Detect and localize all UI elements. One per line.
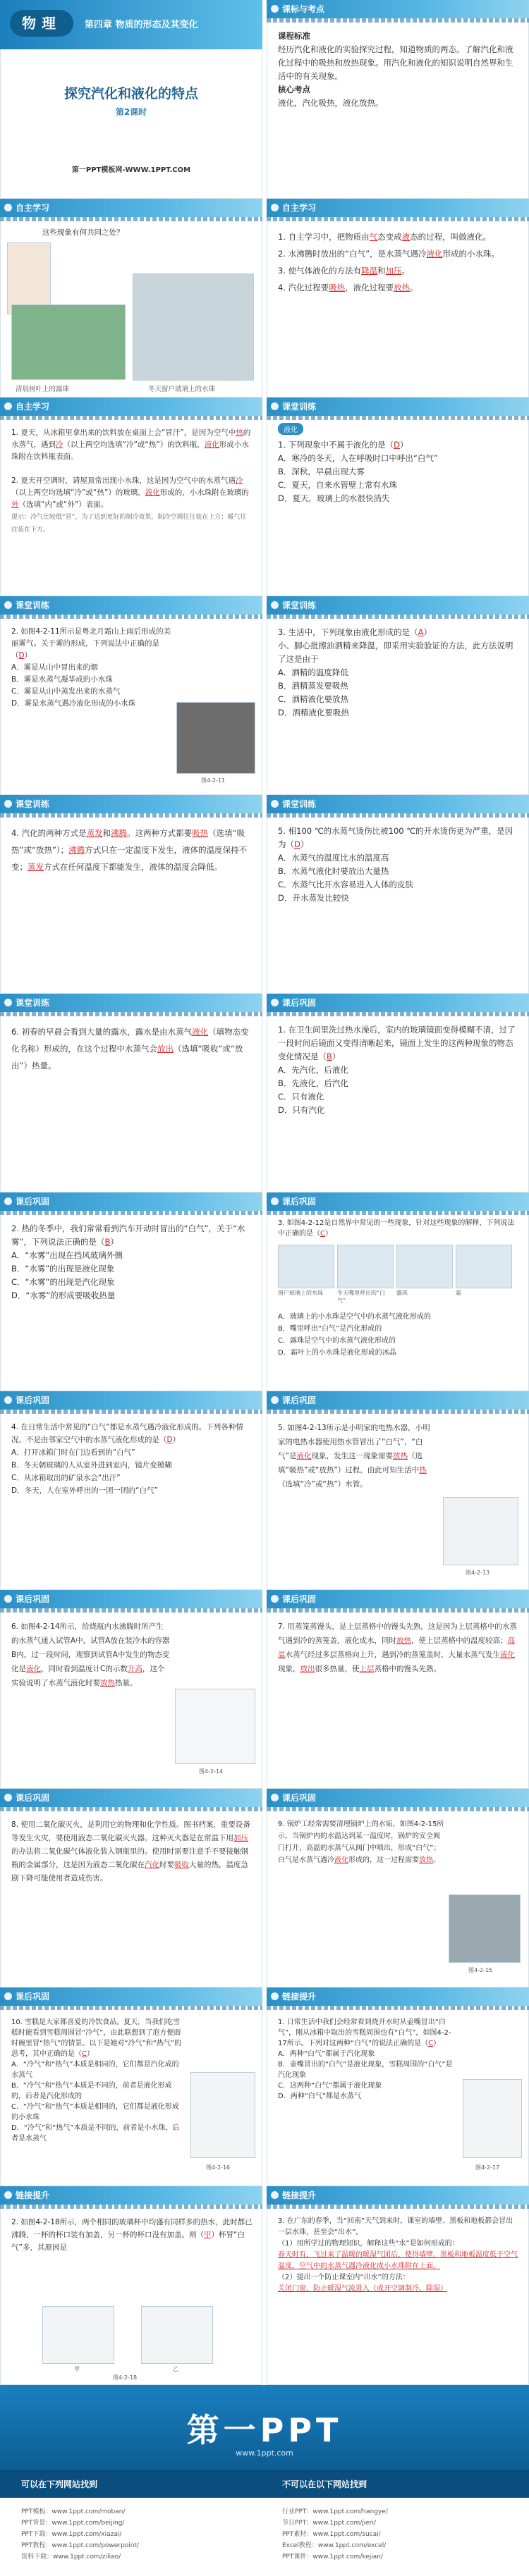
slide-self-study-questions[interactable] [267,199,529,398]
link-item[interactable]: PPT下载：www.1ppt.com/xiazai/ [21,2531,122,2538]
option: D．酒精液化要吸热 [278,708,349,717]
points-body: 液化，汽化吸热，液化放热。 [278,98,384,108]
slide-review-4[interactable] [0,1391,262,1590]
answer: C [82,2050,87,2058]
answer: 液化 [26,1665,41,1673]
option: C．“水雾”的出现是汽化现象 [11,1277,115,1287]
figure-label: 图4-2-17 [475,2164,500,2171]
figure-label: 图4-2-18 [113,2374,138,2381]
answer: 汽化 [145,1861,159,1869]
answer: 气 [369,232,378,242]
answer: 甲 [204,2231,212,2239]
option: C．露珠是空气中的水蒸气液化形成的 [278,1337,396,1345]
leaf-dew-image [11,304,126,380]
section-icon [4,402,12,410]
question-text: 1. 夏天，从冰箱里拿出来的饮料放在桌面上会“冒汗”，是因为空气中热的水蒸气，遇到冷（以上两空均选填“冷”或“热”）的饮料瓶，液化形成小水珠附在饮料瓶表面。 2. 夏天开空调时，请屋顶常出现小水珠，这是因为空气中的水蒸气遇冷（以上两空均选填“冷”或“热”）的玻璃，液化形成的，小水珠附在玻璃的外（选填“内”或“外”）表面。 提示：冷气比较低“冒”，为了达到更好的制冷效果，制冷空调往往装在上方；暖气往往装在下方。 [11,429,251,534]
section-icon [4,1595,12,1603]
option: C．水蒸气比开水容易进入人体的皮肤 [278,880,414,889]
option: A．“水雾”出现在挡风玻璃外侧 [11,1250,123,1260]
section-tag: 课后巩固 [282,1793,317,1803]
answer: 液化 [145,488,160,497]
slide-self-study-images[interactable] [0,199,262,398]
logo-area [0,2385,529,2470]
option: C．酒精液化要放热 [278,694,349,704]
section-tag: 链接提升 [16,2190,50,2200]
option: B．壶嘴冒出的“白气”是液化现象，雪糕周围的“白气”是汽化现象 [278,2061,453,2079]
option: A．雾是从山中冒出来的烟 [11,663,98,672]
slide-class-training-3[interactable] [267,596,529,795]
option: A．酒精的温度降低 [278,667,348,677]
image-label-2: 冬天窗户玻璃上的水珠 [148,386,216,393]
slide-class-training-5[interactable] [267,795,529,994]
option: D．“冷气”和“热气”本质是不同的，前者是小水珠，后者是水蒸气 [11,2124,180,2143]
section-tag: 课后巩固 [282,1594,317,1604]
logo-text: 第一PPT [186,2411,343,2449]
option: B．“冷气”和“热气”本质是不同的，前者是液化形成的，后者是汽化形成的 [11,2082,172,2100]
answer: D [394,440,400,450]
answer: 液化 [192,1027,209,1037]
site-credit: 第一PPT模板网-WWW.1PPT.COM [71,166,191,174]
option: C．这两种“白气”都属于液化现象 [278,2082,382,2090]
option: C．从冰箱取出的矿泉水会“出汗” [11,1474,121,1482]
self-study-text: 1. 自主学习中，把物质由气态变成液态的过程，叫做液化。 2. 水沸腾时放出的“白气”，是水蒸气遇冷液化形成的小水珠。 3. 使气体液化的方法有降温和加压。 4. 汽化过程要吸热，液化过程要放热。 [278,232,500,292]
row-1 [0,0,529,199]
slide-review-2[interactable] [0,1193,262,1391]
option: B．嘴里呼出“白气”是汽化形成的 [278,1325,382,1333]
section-tag: 自主学习 [282,203,317,213]
section-tag: 课后巩固 [282,1197,317,1207]
answer: 上层 [359,1665,375,1673]
boiler-steam-image [449,1894,521,1963]
question-text: 4. 汽化的两种方式是蒸发和沸腾。这两种方式都要吸热（选填“吸热”或“放热”）；沸腾方式只在一定温度下发生，液体的温度保持不变；蒸发方式在任何温度下都能发生，液体的温度会降低。 [11,828,248,872]
answer: B [104,1237,111,1247]
section-icon [271,800,279,808]
section-icon [271,1992,279,2000]
option: A．水蒸气的温度比水的温度高 [278,853,389,863]
section-tag: 课堂训练 [16,998,50,1008]
figure-breath [337,1245,394,1288]
answer: 放出 [157,1044,174,1054]
links-right [282,2506,388,2563]
question-text: 7. 用蒸笼蒸馒头，是上层蒸格中的馒头先熟，这是因为上层蒸格中的水蒸气遇到冷的蒸笼盖，液化成水，同时放热，使上层蒸格中的温度较高；高温水蒸气经过多层蒸格向上升，遇到冷的蒸笼盖时，大量水蒸气发生液化现象，放出很多热量，使上层蒸格中的馒头先熟。 [278,1622,517,1673]
section-tag: 课后巩固 [16,1197,50,1207]
slide-review-5[interactable] [267,1391,529,1590]
link-item[interactable]: PPT素材：www.1ppt.com/sucai/ [282,2531,381,2538]
option: B．“水雾”的出现是液化现象 [11,1264,115,1274]
slide-cover[interactable] [0,0,262,199]
popsicle-figure [190,2072,255,2158]
figure-label: 图4-2-15 [468,1967,493,1973]
fog-image [176,702,255,774]
answer: 液化 [426,249,443,259]
section-icon [4,800,12,808]
link-item[interactable]: PPT课件：www.1ppt.com/kejian/ [282,2553,383,2560]
section-tag: 课堂训练 [282,402,317,412]
answer: 热 [419,1466,427,1474]
answer: C [320,1230,325,1238]
points-heading: 核心考点 [278,85,310,94]
question-text: 1. 在卫生间里洗过热水澡后，室内的玻璃镜面变得模糊不清，过了一段时间后镜面又变得清晰起来，镜面上发生的这两种现象的物态变化情况是（B） A．先汽化，后液化 B．先液化，后汽化 C．只有液化 D．只有汽化 [278,1023,519,1117]
answer: 液化 [334,1856,348,1864]
answer: 加压 [385,266,402,276]
slide-objectives[interactable] [267,0,529,199]
section-tag: 课后巩固 [282,998,317,1008]
lesson-title: 探究汽化和液化的特点 [63,86,198,101]
option: B．雾是水蒸气凝华成的小水珠 [11,675,113,684]
option: A．先汽化，后液化 [278,1065,348,1075]
question-text: 4. 在日常生活中常见的“白气”都是水蒸气遇冷液化形成的。下列各种情况，不是由邻家空气中的水蒸气液化形成的是（D） A．打开冰箱门时在门边看到的“白气” B．冬天朝玻璃的人从室外进到室内，镜片变模糊 C．从冰箱取出的矿泉水会“出汗” D．冬天，人在室外呼出的一团一团的“白气” [11,1421,253,1497]
water-heater-image [443,1497,518,1565]
option: B．冬天朝玻璃的人从室外进到室内，镜片变模糊 [11,1461,172,1469]
slide-review-10[interactable] [0,1988,262,2186]
section-icon [271,204,279,211]
row-2 [0,199,529,398]
section-tag: 课堂训练 [16,799,50,809]
figure-caption: 甲 [74,2366,80,2372]
link-item[interactable]: 行业PPT：www.1ppt.com/hangye/ [282,2508,388,2515]
slide-self-study-2[interactable] [0,398,262,596]
option: D．“水雾”的形成要吸收热量 [11,1290,116,1300]
answer: 液化 [204,440,219,449]
slide-extension-3[interactable] [267,2186,529,2385]
answer: 沸腾 [111,828,128,838]
option: D．只有汽化 [278,1105,325,1115]
figure-dew [396,1245,453,1288]
question-text: 1. 日常生活中我们会经常看到烧开水时从壶嘴冒出“白气”，刚从冰箱中取出的雪糕周围也有“白气”，如图4-2-17所示。下列对这两种“白气”的说法正确的是（C） A．两种“白气”都属于汽化现象 B．壶嘴冒出的“白气”是液化现象，雪糕周围的“白气”是汽化现象 C．这两种“白气”都属于液化现象 D．两种“白气”都是水蒸气 [278,2017,458,2102]
answer: 升高 [127,1665,142,1673]
question-text: 2. 如图4-2-11所示是粤北月霜山上雨后形成的美丽雾气。关于雾的形成，下列说法中正确的是（D） A．雾是从山中冒出来的烟 B．雾是水蒸气凝华成的小水珠 C．雾是从山中蒸发出来的水蒸气 D．雾是水蒸气遇冷液化形成的小水珠 [11,626,178,710]
slide-class-training-2[interactable] [0,596,262,795]
question-text: 3. 生活中，下列现象由液化形成的是（A） 小、脚心批擦油酒精来降温，即采用实验验证的方法，此方法说明了这是由于 A．酒精的温度降低 B．酒精蒸发要吸热 C．酒精液化要放热 D．酒精液化要吸热 [278,626,519,720]
kettle-figure [463,2079,522,2158]
section-tag: 链接提升 [282,2190,317,2200]
section-tag: 课堂训练 [282,799,317,809]
figure-label: 图4-2-16 [206,2164,231,2171]
row-8 [0,1391,529,1590]
row-4 [0,596,529,795]
answer: 放热 [392,1452,408,1460]
section-icon [4,204,12,211]
answer: D [18,651,25,660]
figure-label: 图4-2-14 [199,1768,224,1775]
link-item[interactable]: 节日PPT：www.1ppt.com/jieri/ [282,2520,377,2527]
option: C．夏天，自来水管壁上常有水珠 [278,480,398,490]
section-icon [4,1396,12,1404]
slide-review-8[interactable] [0,1789,262,1988]
question-text: 10. 雪糕是大家都喜爱的冷饮食品。夏天，当我们吃雪糕时能看到雪糕周围冒“冷气”，由此联想到了泡方便面时碗里冒“热气”的情景。以下是她对“冷气”和“热气”的思考，其中正确的是（C） A．“冷气”和“热气”本质是相同的，它们都是汽化成的水蒸气 B．“冷气”和“热气”本质是不同的，前者是液化形成的，后者是汽化形成的 C．“冷气”和“热气”本质是相同的，它们都是液化形成的小水珠 D．“冷气”和“热气”本质是不同的，前者是小水珠，后者是水蒸气 [11,2017,185,2144]
answer: 放热 [100,1679,115,1687]
figure-label: 图4-2-11 [201,777,226,784]
answer: 关闭门窗，防止暖湿气流进入（或开空调制冷、除湿） [278,2285,447,2293]
section-tag: 课后巩固 [16,1793,50,1803]
section-icon [271,1794,279,1801]
option: A．两种“白气”都属于汽化现象 [278,2050,375,2058]
section-tag: 课标与考点 [282,4,325,14]
option: A．“冷气”和“热气”本质是相同的，它们都是汽化成的水蒸气 [11,2061,179,2079]
figure-caption: 霜 [456,1290,461,1296]
section-icon [4,999,12,1006]
option: A．玻璃上的小水珠是空气中的水蒸气液化形成的 [278,1313,431,1321]
standard-body: 经历汽化和液化的实验探究过程，知道物质的两态。了解汽化和液化过程中的吸热和放热现象。用汽化和液化的知识说明自然界和生活中的有关现象。 [278,44,513,81]
option: B．先液化，后汽化 [278,1078,348,1088]
row-12 [0,2186,529,2385]
answer: 液化 [296,1452,312,1460]
question-text: 2. 热的冬季中，我们常常看到汽车开动时冒出的“白气”，关于“水雾”，下列说法正确的是（B） A．“水雾”出现在挡风玻璃外侧 B．“水雾”的出现是液化现象 C．“水雾”的出现是汽化现象 D．“水雾”的形成要吸收热量 [11,1222,253,1302]
links-left [21,2506,139,2563]
option: D．霜叶上的小水珠是液化形成的冰晶 [278,1349,396,1357]
section-icon [4,1992,12,2000]
answer: 液化 [500,1651,515,1659]
answer: 沸腾 [68,845,85,855]
row-10 [0,1789,529,1988]
question-text: 1. 下列现象中不属于液化的是（D） A．寒冷的冬天，人在呼吸时口中呼出“白气” B．深秋，早晨出现大雾 C．夏天，自来水管壁上常有水珠 D．夏天，玻璃上的水很快消失 [278,438,519,505]
option: A．打开冰箱门时在门边看到的“白气” [11,1448,135,1457]
chapter-title: 第四章 物质的形态及其变化 [85,20,198,30]
figure-caption: 冬天嘴里呼出的“白气” [337,1290,386,1304]
section-icon [4,1794,12,1801]
row-6 [0,994,529,1193]
section-icon [4,601,12,609]
apparatus-diagram [175,1689,255,1764]
section-tag: 课后巩固 [16,1395,50,1405]
section-tag: 自主学习 [16,203,50,213]
section-tag: 课后巩固 [16,1594,50,1604]
answer: A [418,627,424,637]
answer: 吸热 [329,283,346,292]
link-item[interactable]: PPT模板：www.1ppt.com/moban/ [21,2508,126,2515]
section-tag: 链接提升 [282,1992,317,2002]
answer: 降温 [361,266,378,276]
slide-class-training-4[interactable] [0,795,262,994]
option: B．酒精蒸发要吸热 [278,681,348,691]
question-text: 3. 如图4-2-12是自然界中常见的一些现象，针对这些现象的解释，下列说法中正确的是（C） [278,1219,515,1238]
cup-figure-b [141,2306,213,2364]
section-icon [4,1197,12,1205]
links-header [0,2470,529,2498]
figure-caption: 乙 [173,2366,178,2372]
image-caption: 这些现象有何共同之处？ [42,228,124,237]
question-text: 6. 初春的早晨会看到大量的露水，露水是由水蒸气液化（填物态变化名称）形成的，在这个过程中水蒸气会放出（选填“吸收”或“放出”）热量。 [11,1027,249,1071]
options [278,1311,519,1359]
section-tag: 自主学习 [16,402,50,412]
figure-label: 图4-2-13 [466,1570,490,1576]
answer: 吸收 [174,1861,189,1869]
option: C．“冷气”和“热气”本质是相同的，它们都是液化形成的小水珠 [11,2103,179,2121]
link-item[interactable]: Excel教程：www.1ppt.com/excel/ [282,2542,387,2549]
answer: D [166,1436,173,1444]
answer: 热 [236,429,243,437]
question-text: 6. 如图4-2-14所示，给烧瓶内水沸腾时所产生的水蒸气通入试管A中，试管A放在装冷水的容器B内，过一段时间，观察到试管A中发生的物态变化是液化，同时看到温度计C的示数升高，这个实验说明了水蒸气液化时要放热热量。 [11,1622,170,1687]
standard-heading: 课程标准 [278,31,310,41]
figure-caption: 露珠 [396,1290,408,1296]
objectives-text [278,30,519,110]
section-tag: 课后巩固 [16,1992,50,2002]
option: C．雾是从山中蒸发出来的水蒸气 [11,687,121,696]
links-right-title: 不可以在以下网站找到 [282,2479,367,2489]
section-icon [271,601,279,609]
answer: 放出 [300,1665,315,1673]
section-icon [271,5,279,13]
slide-extension-2[interactable] [0,2186,262,2385]
answer: 液 [401,232,411,242]
section-icon [271,2191,279,2199]
section-tag: 课堂训练 [16,600,50,610]
slide-class-training-6[interactable] [0,994,262,1193]
link-item[interactable]: PPT教程：www.1ppt.com/powerpoint/ [21,2542,140,2549]
slide-review-9[interactable] [267,1789,529,1988]
option: C．只有液化 [278,1092,324,1102]
figure-window [278,1245,334,1288]
option: B．深秋，早晨出现大雾 [278,467,365,476]
option: D．开水蒸发比较快 [278,893,349,903]
section-icon [4,2191,12,2199]
answer: 春天时有，飞过来了温暖的暖湿气团后，使得墙壁、黑板和地板温度低于空气温度，空气中的水蒸气遇冷液化成小水珠附在上面。 [278,2251,518,2270]
answer: 冷 [235,476,243,485]
section-icon [271,1595,279,1603]
image-label-1: 清晨树叶上的露珠 [16,386,70,393]
closing-banner[interactable] [0,2385,529,2576]
option: B．水蒸气液化时要放出大量热 [278,866,389,876]
slide-review-3[interactable] [267,1193,529,1391]
question-text: 5. 如图4-2-13所示是小明家的电热水器，小明家的电热水器使用热水管冒出了“白气”，“白气”是液化现象，发生这一现象需要放热（选填“吸热”或“放热”）过程，由此可知生活中热（选填“冷”或“热”）水管。 [278,1424,430,1489]
answer: 放热 [419,1856,433,1864]
cup-figure-a [42,2306,114,2364]
row-9 [0,1590,529,1789]
link-item[interactable]: 资料下载：www.1ppt.com/ziliao/ [21,2553,121,2560]
window-droplets-image [133,273,254,381]
answer: 外 [11,500,19,509]
slide-review-7[interactable] [267,1590,529,1789]
tip-text: 提示：冷气比较低“冒”，为了达到更好的制冷效果，制冷空调往往装在上方；暖气往往装在下方。 [11,514,247,534]
option: D．冬天，人在室外呼出的一团一团的“白气” [11,1486,158,1495]
topic-label: 液化 [278,423,303,435]
answer: C [428,2040,434,2047]
answer: 蒸发 [28,862,44,872]
row-5 [0,795,529,994]
row-11 [0,1988,529,2186]
slide-review-6[interactable] [0,1590,262,1789]
links-left-title: 可以在下列网站找到 [21,2479,98,2489]
option: D．夏天，玻璃上的水很快消失 [278,493,390,503]
question-text: 3. 在广东的春季，当“回南”天气到来时，课室的墙壁、黑板和地板都会冒出一层水珠，甚至会“出水”。 （1）用所学过的物理知识，解释这些“水”是如何形成的： 春天时有，飞过来了温暖的暖湿气团后，使得墙壁、黑板和地板温度低于空气温度，空气中的水蒸气遇冷液化成小水珠附在上面。 （2）提出一个防止课室内“出水”的方法： 关闭门窗，防止暖湿气流进入（或开空调制冷、除湿） [278,2217,518,2293]
section-tag: 课后巩固 [282,1395,317,1405]
answer: D [294,839,300,849]
student-illustration [7,242,51,314]
question-text: 2. 如图4-2-18所示，两个相同的玻璃杯中均盛有同样多的热水，此时都已沸腾，一杯的杯口装有加盖，另一杯的杯口没有加盖。则（甲）杯冒“白气”多，其原因是 [11,2218,253,2252]
option: D．雾是水蒸气遇冷液化形成的小水珠 [11,699,136,708]
question-text: 8. 使用二氧化碳灭火，是利用它的物理和化学性质。图书档案，重要设备等发生火灾，要使用液态二氧化碳灭火器。这种灭火器是在常温下用加压的办法将二氧化碳气体液化装入钢瓶里的。使用时需要注意手不要接触钢瓶的金属部分，这是因为液态二氧化碳在汽化时要吸收大量的热，温度急剧下降可能使用者造成伤害。 [11,1820,250,1882]
answer: 放热 [394,283,411,292]
answer: 蒸发 [86,828,103,838]
slide-class-training-1[interactable] [267,398,529,596]
lesson-period: 第2课时 [115,107,147,117]
figure-caption: 窗户玻璃上的水珠 [278,1290,323,1296]
link-item[interactable]: PPT背景：www.1ppt.com/beijing/ [21,2520,125,2527]
figure-frost [456,1245,512,1288]
answer: 加压 [233,1834,248,1842]
answer: 吸热 [192,828,209,838]
section-icon [271,1396,279,1404]
answer: 放热 [396,1637,411,1645]
question-text: 9. 锅炉工经常需要清理锅炉上的水垢，如图4-2-15所示，当锅炉内的水温达到某一温度时，锅炉的安全阀门打开，高温的水蒸气从阀门中喷出，形成“白气”；白气是水蒸气遇冷液化形成的，这一过程需要放热。 [278,1820,444,1864]
section-icon [271,402,279,410]
section-icon [271,999,279,1006]
logo-subtext: www.1ppt.com [236,2448,293,2458]
answer: B [327,1052,332,1061]
section-icon [271,1197,279,1205]
subject-badge: 物理 [10,10,73,37]
answer: 高温 [278,1637,515,1659]
slide-review-1[interactable] [267,994,529,1193]
row-7 [0,1193,529,1391]
option: A．寒冷的冬天，人在呼吸时口中呼出“白气” [278,453,438,463]
slide-extension-1[interactable] [267,1988,529,2186]
row-3 [0,398,529,596]
section-tag: 课堂训练 [282,600,317,610]
question-text: 5. 相100 ℃的水蒸气烫伤比被100 ℃的开水烫伤更为严重，是因为（D） A．水蒸气的温度比水的温度高 B．水蒸气液化时要放出大量热 C．水蒸气比开水容易进入人体的皮肤 D．开水蒸发比较快 [278,825,519,905]
option: D．两种“白气”都是水蒸气 [278,2093,362,2100]
answer: 冷 [56,440,63,449]
